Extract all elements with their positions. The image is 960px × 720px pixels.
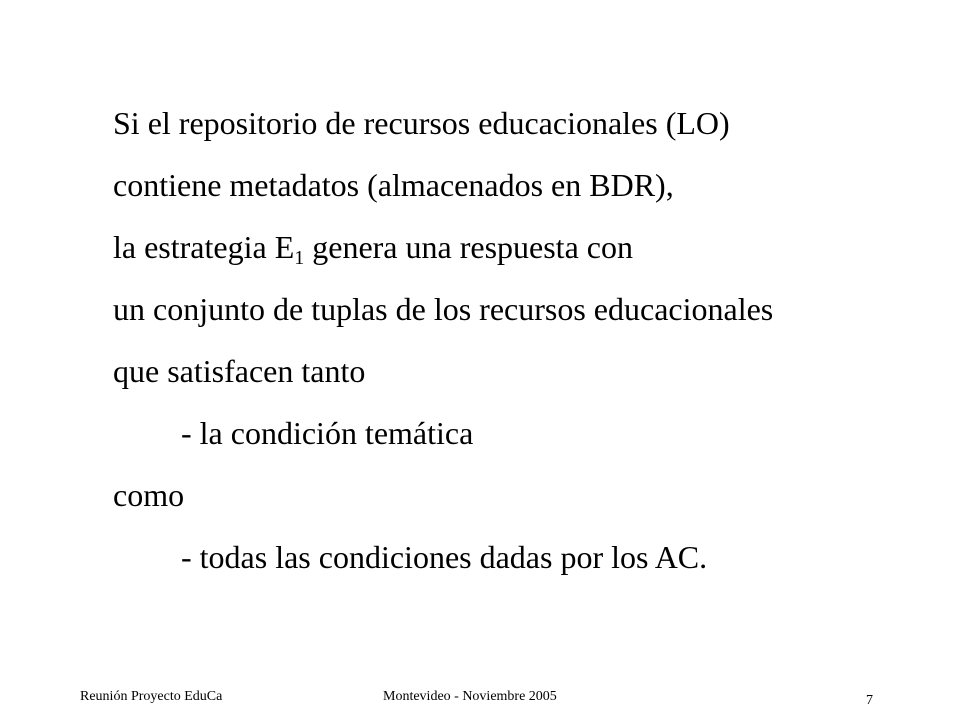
body-line-8-bullet: - todas las condiciones dadas por los AC. xyxy=(181,539,708,575)
footer-project: Reunión Proyecto EduCa xyxy=(80,689,223,704)
body-line-6-bullet: - la condición temática xyxy=(181,415,474,451)
body-line-4: un conjunto de tuplas de los recursos educacionales xyxy=(113,291,774,327)
body-line-1: Si el repositorio de recursos educacionales (LO) xyxy=(113,105,730,141)
body-line-7: como xyxy=(113,477,185,513)
slide-body xyxy=(113,92,913,588)
body-line-3-end: genera una respuesta con xyxy=(304,229,633,265)
body-line-2: contiene metadatos (almacenados en BDR), xyxy=(113,167,674,203)
body-line-3 xyxy=(113,216,913,278)
page-number: 7 xyxy=(866,693,873,708)
footer-date-place: Montevideo - Noviembre 2005 xyxy=(383,689,557,704)
body-line-3-start: la estrategia E xyxy=(113,229,295,265)
strategy-subscript: 1 xyxy=(294,247,305,269)
body-line-5: que satisfacen tanto xyxy=(113,353,366,389)
